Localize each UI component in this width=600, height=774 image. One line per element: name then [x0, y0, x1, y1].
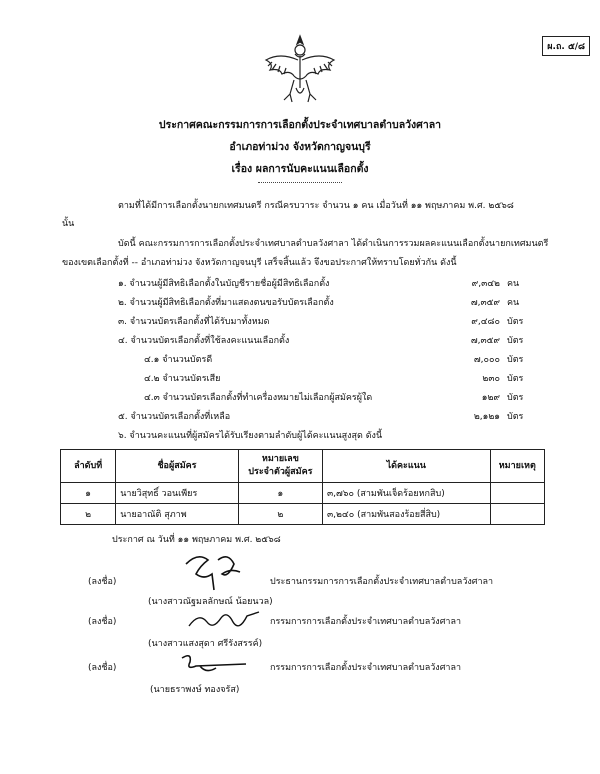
divider — [258, 182, 342, 183]
header-location: อำเภอท่าม่วง จังหวัดกาญจนบุรี — [229, 141, 371, 153]
table-row — [61, 504, 545, 525]
cell-note — [490, 504, 544, 525]
item-4-2-unit: บัตร — [507, 374, 524, 384]
item-4-1-value: ๗,๐๐๐ — [473, 355, 500, 365]
table-header-row — [61, 450, 545, 483]
intro-paragraph-2-cont: ของเขตเลือกตั้งที่ -- อำเภอท่าม่วง จังหวัดกาญจนบุรี เสร็จสิ้นแล้ว จึงขอประกาศให้ทราบโดยทั่วกัน ดังนี้ — [62, 258, 457, 268]
signature-1-mark — [178, 550, 248, 596]
table-row — [61, 483, 545, 504]
item-4-value: ๗,๓๕๙ — [470, 336, 500, 346]
signature-1-name: (นางสาวณัฐมลลักษณ์ น้อยนวล) — [148, 597, 273, 607]
col-name-header: ชื่อผู้สมัคร — [116, 450, 239, 483]
item-4-unit: บัตร — [507, 336, 524, 346]
item-4-label: ๔. จำนวนบัตรเลือกตั้งที่ใช้ลงคะแนนเลือกตั้ง — [118, 336, 290, 346]
item-4-3-label: ๔.๓ จำนวนบัตรเลือกตั้งที่ทำเครื่องหมายไม่เลือกผู้สมัครผู้ใด — [144, 393, 373, 403]
item-1-value: ๙,๓๔๒ — [471, 279, 500, 289]
cell-score: ๓,๗๖๐ (สามพันเจ็ดร้อยหกสิบ) — [322, 483, 490, 504]
cell-number: ๑ — [238, 483, 322, 504]
item-2-value: ๗,๓๕๙ — [470, 298, 500, 308]
item-2-label: ๒. จำนวนผู้มีสิทธิเลือกตั้งที่มาแสดงตนขอรับบัตรเลือกตั้ง — [118, 298, 334, 308]
cell-rank: ๒ — [61, 504, 116, 525]
item-3-unit: บัตร — [507, 317, 524, 327]
item-2-unit: คน — [507, 298, 520, 308]
announce-date: ประกาศ ณ วันที่ ๑๑ พฤษภาคม พ.ศ. ๒๕๖๘ — [112, 535, 281, 545]
form-code-badge: ผ.ถ. ๕/๘ — [542, 36, 590, 56]
cell-name: นายอาณัติ สุภาพ — [116, 504, 239, 525]
col-number-header-line1: หมายเลข — [261, 454, 299, 464]
item-4-2-value: ๒๓๐ — [482, 374, 500, 384]
signature-1-label: (ลงชื่อ) — [88, 577, 117, 587]
signature-2-name: (นางสาวแสงสุดา ศรีรังสรรค์) — [148, 639, 263, 649]
signature-2-label: (ลงชื่อ) — [88, 617, 117, 627]
item-3-value: ๙,๔๘๐ — [471, 317, 500, 327]
col-rank-header: ลำดับที่ — [61, 450, 116, 483]
col-number-header-line2: ประจำตัวผู้สมัคร — [248, 467, 313, 477]
results-table — [60, 449, 545, 525]
header-subject: เรื่อง ผลการนับคะแนนเลือกตั้ง — [231, 163, 369, 175]
col-score-header: ได้คะแนน — [322, 450, 490, 483]
item-3-label: ๓. จำนวนบัตรเลือกตั้งที่ได้รับมาทั้งหมด — [118, 317, 270, 327]
cell-note — [490, 483, 544, 504]
header-title: ประกาศคณะกรรมการการเลือกตั้งประจำเทศบาลตำบลวังศาลา — [158, 119, 442, 131]
signature-2-role: กรรมการการเลือกตั้งประจำเทศบาลตำบลวังศาลา — [270, 617, 462, 627]
signature-2-mark — [185, 604, 265, 636]
item-1-label: ๑. จำนวนผู้มีสิทธิเลือกตั้งในบัญชีรายชื่อผู้มีสิทธิเลือกตั้ง — [118, 279, 330, 289]
item-4-1-unit: บัตร — [507, 355, 524, 365]
cell-rank: ๑ — [61, 483, 116, 504]
col-number-header — [238, 450, 322, 483]
item-5-value: ๒,๑๒๑ — [473, 412, 500, 422]
item-1-unit: คน — [507, 279, 520, 289]
intro-paragraph-1-end: นั้น — [62, 219, 75, 229]
item-4-3-unit: บัตร — [507, 393, 524, 403]
cell-name: นายวิสุทธิ์ วอนเพียร — [116, 483, 239, 504]
signature-1-role: ประธานกรรมการการเลือกตั้งประจำเทศบาลตำบลวังศาลา — [270, 577, 494, 587]
item-5-label: ๕. จำนวนบัตรเลือกตั้งที่เหลือ — [118, 412, 231, 422]
signature-3-name: (นายธราพงษ์ ทองจรัส) — [150, 685, 240, 695]
item-4-1-label: ๔.๑ จำนวนบัตรดี — [144, 355, 213, 365]
item-6-label: ๖. จำนวนคะแนนที่ผู้สมัครได้รับเรียงตามลำดับผู้ได้คะแนนสูงสุด ดังนี้ — [118, 431, 383, 441]
garuda-emblem-icon — [260, 30, 340, 110]
signature-3-label: (ลงชื่อ) — [88, 663, 117, 673]
item-4-2-label: ๔.๒ จำนวนบัตรเสีย — [144, 374, 221, 384]
cell-number: ๒ — [238, 504, 322, 525]
cell-score: ๓,๒๔๐ (สามพันสองร้อยสี่สิบ) — [322, 504, 490, 525]
signature-3-role: กรรมการการเลือกตั้งประจำเทศบาลตำบลวังศาลา — [270, 663, 462, 673]
col-note-header: หมายเหตุ — [490, 450, 544, 483]
intro-paragraph-1: ตามที่ได้มีการเลือกตั้งนายกเทศมนตรี กรณีครบวาระ จำนวน ๑ คน เมื่อวันที่ ๑๑ พฤษภาคม พ.ศ. ๒๕๖๘ — [118, 201, 514, 211]
item-4-3-value: ๑๒๙ — [481, 393, 500, 403]
item-5-unit: บัตร — [507, 412, 524, 422]
intro-paragraph-2: บัดนี้ คณะกรรมการการเลือกตั้งประจำเทศบาลตำบลวังศาลา ได้ดำเนินการรวมผลคะแนนเลือกตั้งนายกเทศมนตรี — [118, 239, 549, 249]
signature-3-mark — [176, 648, 256, 680]
